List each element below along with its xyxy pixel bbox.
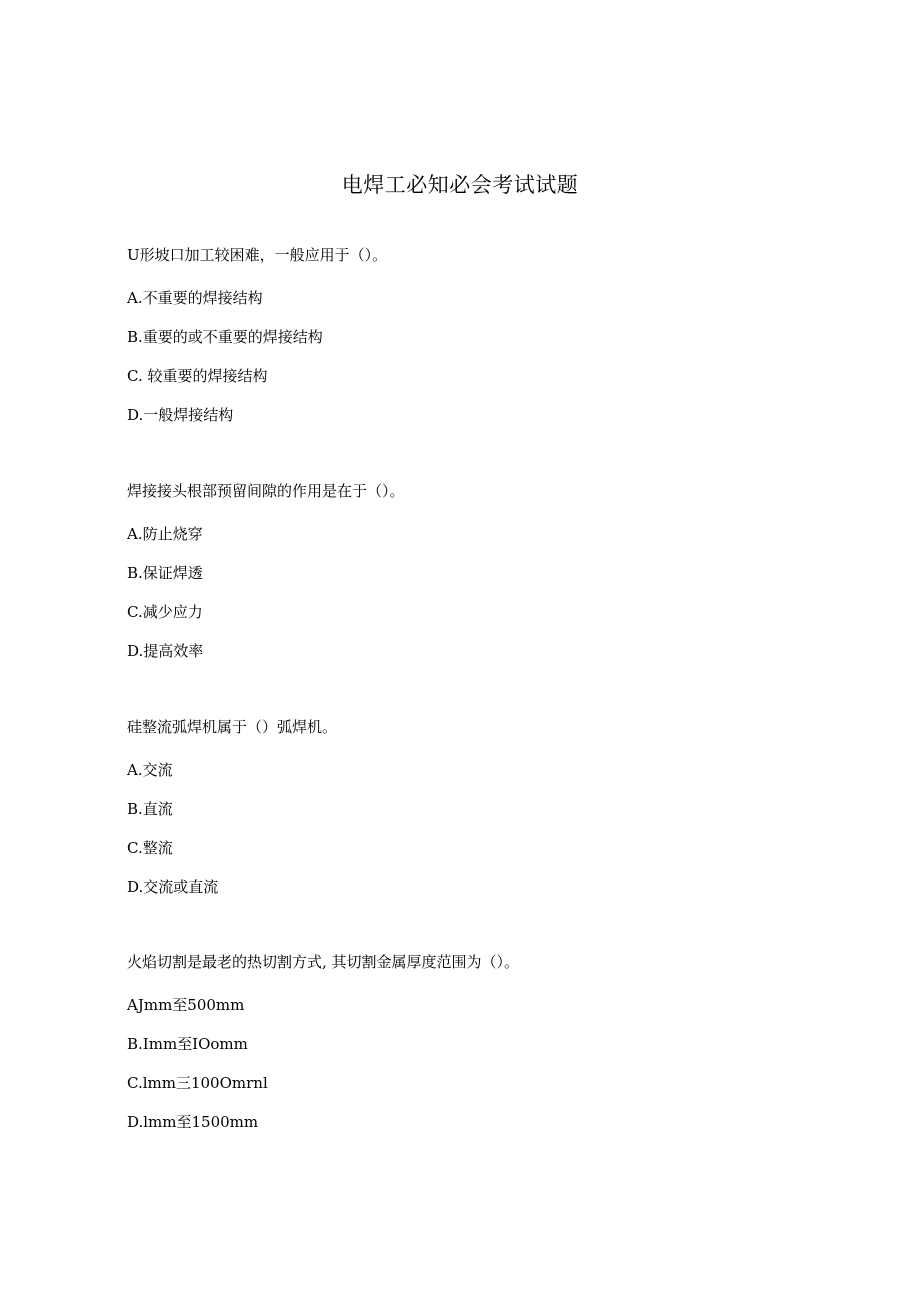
- option-d: D.提高效率: [127, 642, 204, 660]
- option-list: [127, 523, 827, 662]
- option-list: [127, 994, 827, 1133]
- option-a: A.防止烧穿: [127, 525, 203, 543]
- question-3: [127, 716, 827, 898]
- option-b: B.直流: [127, 800, 173, 818]
- question-4: [127, 951, 827, 1133]
- option-a: A.不重要的焊接结构: [127, 289, 263, 307]
- option-b: B.重要的或不重要的焊接结构: [127, 328, 323, 346]
- document-title: 电焊工必知必会考试试题: [341, 173, 579, 197]
- option-b: B.保证焊透: [127, 564, 203, 582]
- option-c: C.整流: [127, 839, 173, 857]
- option-list: [127, 759, 827, 898]
- option-d: D.一般焊接结构: [127, 406, 234, 424]
- question-2: [127, 480, 827, 662]
- question-text: U形坡口加工较困难，一般应用于（）。: [127, 246, 388, 264]
- question-text: 焊接接头根部预留间隙的作用是在于（）。: [127, 482, 405, 500]
- option-list: [127, 287, 827, 426]
- question-1: [127, 244, 827, 426]
- option-c: C.减少应力: [127, 603, 203, 621]
- option-b: B.Imm至IOomm: [127, 1035, 248, 1053]
- question-text: 火焰切割是最老的热切割方式, 其切割金属厚度范围为（）。: [127, 953, 520, 971]
- option-c: C. 较重要的焊接结构: [127, 367, 268, 385]
- option-a: AJmm至500mm: [127, 996, 245, 1014]
- question-text: 硅整流弧焊机属于（）弧焊机。: [127, 718, 338, 736]
- option-c: C.lmm三100Omrnl: [127, 1074, 268, 1092]
- option-d: D.lmm至1500mm: [127, 1113, 259, 1131]
- option-a: A.交流: [127, 761, 173, 779]
- option-d: D.交流或直流: [127, 878, 219, 896]
